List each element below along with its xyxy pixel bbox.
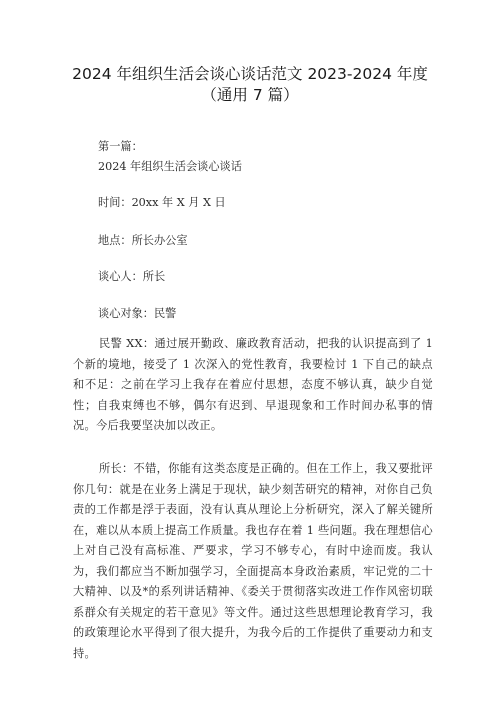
document-title: 2024 年组织生活会谈心谈话范文 2023-2024 年度（通用 7 篇） <box>72 65 428 104</box>
interviewee: 谈心对象：民警 <box>98 307 177 320</box>
paragraph-officer: 民警 XX：通过展开勤政、廉政教育活动，把我的认识提高到了 1 个新的境地，接受了 1 次深入的党性教育，我要检讨 1 下自己的缺点和不足：之前在学习上我存在着应付思想，态度不够认真，缺少自觉性；自我束缚也不够，偶尔有迟到、早退现象和工作时间办私事的情况。今后我要坚决加以改正。 <box>73 337 433 432</box>
meeting-time: 时间：20xx 年 X 月 X 日 <box>98 196 226 209</box>
paragraph-director: 所长：不错，你能有这类态度是正确的。但在工作上，我又要批评你几句：就是在业务上满足于现状，缺少刻苦研究的精神，对你自己负责的工作都是浮于表面，没有认真从理论上分析研究，深入了解关键所在，难以从本质上提高工作质量。我也存在着 1 些问题。我在理想信心上对自己没有高标准、严要求，学习不够专心，有时中途而废。我认为，我们都应当不断加强学习，全面提高本身政治素质，牢记党的二十大精神、以及*的系列讲话精神、《委关于贯彻落实改进工作作风密切联系群众有关规定的若干意见》等文件。通过这些思想理论教育学习，我的政策理论水平得到了很大提升，为我今后的工作提供了重要动力和支持。 <box>73 462 433 660</box>
interviewer: 谈心人：所长 <box>98 270 166 283</box>
section-title: 2024 年组织生活会谈心谈话 <box>98 160 242 173</box>
meeting-place: 地点：所长办公室 <box>98 234 188 247</box>
section-label: 第一篇： <box>98 140 143 153</box>
